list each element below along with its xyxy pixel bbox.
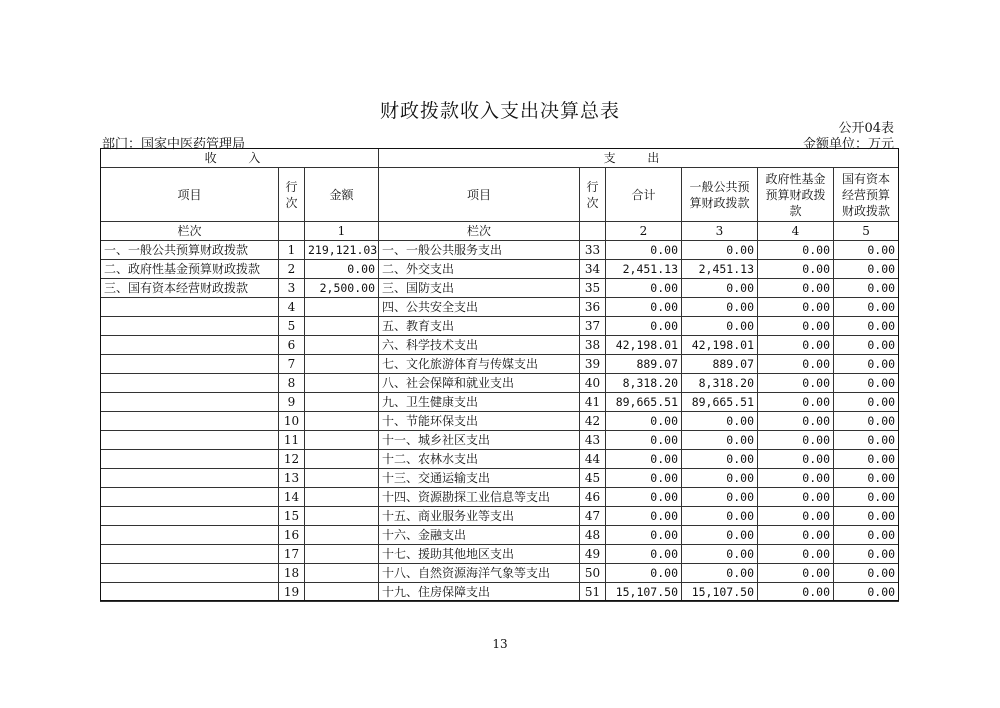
column-header-row: [101, 168, 899, 222]
general-budget-cell: 0.00: [682, 545, 758, 564]
income-item-cell: 一、一般公共预算财政拨款: [101, 241, 279, 260]
total-cell: 0.00: [606, 412, 682, 431]
income-item-cell: 二、政府性基金预算财政拨款: [101, 260, 279, 279]
form-code: 公开04表: [838, 121, 894, 136]
general-budget-cell: 0.00: [682, 564, 758, 583]
total-cell: 2,451.13: [606, 260, 682, 279]
table-row: [101, 583, 899, 602]
expense-item-cell: 九、卫生健康支出: [379, 393, 580, 412]
column-no-5: 5: [834, 222, 899, 241]
income-item-cell: [101, 298, 279, 317]
income-line-no-cell: 10: [279, 412, 305, 431]
table-row: [101, 450, 899, 469]
expense-line-no-cell: 33: [580, 241, 606, 260]
expense-item-cell: 五、教育支出: [379, 317, 580, 336]
income-item-cell: [101, 583, 279, 602]
table-row: [101, 526, 899, 545]
fund-budget-cell: 0.00: [758, 412, 834, 431]
income-amount-header: 金额: [305, 168, 379, 222]
total-cell: 15,107.50: [606, 583, 682, 602]
expense-line-no-cell: 36: [580, 298, 606, 317]
income-item-cell: 三、国有资本经营财政拨款: [101, 279, 279, 298]
fund-budget-cell: 0.00: [758, 260, 834, 279]
page-number: 13: [492, 637, 508, 651]
general-budget-cell: 0.00: [682, 241, 758, 260]
general-budget-cell: 8,318.20: [682, 374, 758, 393]
income-amount-cell: [305, 488, 379, 507]
income-line-no-cell: 19: [279, 583, 305, 602]
capital-budget-cell: 0.00: [834, 279, 899, 298]
expense-line-no-cell: 34: [580, 260, 606, 279]
expense-line-no-cell: 35: [580, 279, 606, 298]
income-amount-cell: [305, 374, 379, 393]
page-title: 财政拨款收入支出决算总表: [379, 100, 620, 122]
expense-item-cell: 十六、金融支出: [379, 526, 580, 545]
fund-budget-cell: 0.00: [758, 355, 834, 374]
expense-line-no-header: 行次: [580, 168, 606, 222]
capital-budget-cell: 0.00: [834, 431, 899, 450]
capital-budget-cell: 0.00: [834, 469, 899, 488]
income-amount-cell: [305, 469, 379, 488]
income-item-cell: [101, 336, 279, 355]
expense-item-cell: 三、国防支出: [379, 279, 580, 298]
capital-budget-cell: 0.00: [834, 545, 899, 564]
fund-budget-cell: 0.00: [758, 507, 834, 526]
income-item-cell: [101, 545, 279, 564]
income-amount-cell: [305, 298, 379, 317]
expense-section-header: 支 出: [379, 149, 899, 168]
total-cell: 889.07: [606, 355, 682, 374]
department-label: 部门：国家中医药管理局: [102, 137, 246, 152]
income-line-no-cell: 5: [279, 317, 305, 336]
expense-item-cell: 十、节能环保支出: [379, 412, 580, 431]
general-budget-cell: 0.00: [682, 526, 758, 545]
expense-item-cell: 十一、城乡社区支出: [379, 431, 580, 450]
expense-line-no-cell: 42: [580, 412, 606, 431]
income-amount-cell: 0.00: [305, 260, 379, 279]
expense-item-cell: 一、一般公共服务支出: [379, 241, 580, 260]
income-item-cell: [101, 526, 279, 545]
total-cell: 0.00: [606, 488, 682, 507]
expense-item-cell: 十五、商业服务业等支出: [379, 507, 580, 526]
total-cell: 0.00: [606, 545, 682, 564]
general-budget-cell: 0.00: [682, 450, 758, 469]
income-item-cell: [101, 412, 279, 431]
general-budget-cell: 89,665.51: [682, 393, 758, 412]
income-line-no-cell: 2: [279, 260, 305, 279]
total-cell: 0.00: [606, 526, 682, 545]
general-budget-cell: 0.00: [682, 412, 758, 431]
capital-budget-cell: 0.00: [834, 526, 899, 545]
expense-line-no-cell: 51: [580, 583, 606, 602]
income-line-no-cell: 15: [279, 507, 305, 526]
empty-cell: [279, 222, 305, 241]
income-item-cell: [101, 431, 279, 450]
table-row: [101, 374, 899, 393]
income-line-no-cell: 18: [279, 564, 305, 583]
capital-budget-cell: 0.00: [834, 355, 899, 374]
income-line-no-cell: 1: [279, 241, 305, 260]
income-line-no-cell: 9: [279, 393, 305, 412]
capital-budget-cell: 0.00: [834, 507, 899, 526]
expense-item-cell: 十七、援助其他地区支出: [379, 545, 580, 564]
capital-budget-cell: 0.00: [834, 336, 899, 355]
expense-item-cell: 二、外交支出: [379, 260, 580, 279]
table-row: [101, 488, 899, 507]
general-budget-cell: 0.00: [682, 507, 758, 526]
expense-item-header: 项目: [379, 168, 580, 222]
expense-line-no-cell: 38: [580, 336, 606, 355]
capital-budget-cell: 0.00: [834, 450, 899, 469]
capital-budget-cell: 0.00: [834, 488, 899, 507]
income-line-no-cell: 12: [279, 450, 305, 469]
income-item-header: 项目: [101, 168, 279, 222]
expense-line-no-cell: 43: [580, 431, 606, 450]
income-line-no-cell: 17: [279, 545, 305, 564]
column-no-2: 2: [606, 222, 682, 241]
general-budget-cell: 2,451.13: [682, 260, 758, 279]
column-no-4: 4: [758, 222, 834, 241]
income-line-no-cell: 16: [279, 526, 305, 545]
expense-line-no-cell: 45: [580, 469, 606, 488]
total-cell: 0.00: [606, 317, 682, 336]
column-no-3: 3: [682, 222, 758, 241]
capital-budget-cell: 0.00: [834, 412, 899, 431]
income-line-no-cell: 11: [279, 431, 305, 450]
capital-budget-cell: 0.00: [834, 583, 899, 602]
total-cell: 8,318.20: [606, 374, 682, 393]
fund-budget-cell: 0.00: [758, 241, 834, 260]
fund-budget-cell: 0.00: [758, 336, 834, 355]
expense-item-cell: 四、公共安全支出: [379, 298, 580, 317]
total-cell: 0.00: [606, 507, 682, 526]
total-cell: 0.00: [606, 564, 682, 583]
column-no-1: 1: [305, 222, 379, 241]
expense-item-cell: 十二、农林水支出: [379, 450, 580, 469]
income-amount-cell: 219,121.03: [305, 241, 379, 260]
expense-line-no-cell: 41: [580, 393, 606, 412]
table-row: [101, 355, 899, 374]
income-item-cell: [101, 564, 279, 583]
total-cell: 89,665.51: [606, 393, 682, 412]
capital-budget-cell: 0.00: [834, 564, 899, 583]
table-row: [101, 564, 899, 583]
income-line-no-cell: 8: [279, 374, 305, 393]
general-budget-cell: 0.00: [682, 488, 758, 507]
income-item-cell: [101, 374, 279, 393]
general-budget-cell: 0.00: [682, 279, 758, 298]
income-amount-cell: [305, 317, 379, 336]
budget-table: [100, 148, 899, 602]
income-item-cell: [101, 317, 279, 336]
table-row: [101, 279, 899, 298]
total-cell: 0.00: [606, 279, 682, 298]
expense-line-no-cell: 44: [580, 450, 606, 469]
expense-item-cell: 十八、自然资源海洋气象等支出: [379, 564, 580, 583]
capital-budget-cell: 0.00: [834, 241, 899, 260]
income-amount-cell: [305, 583, 379, 602]
total-cell: 0.00: [606, 431, 682, 450]
income-item-cell: [101, 393, 279, 412]
section-header-row: [101, 149, 899, 168]
empty-cell: [580, 222, 606, 241]
income-amount-cell: [305, 507, 379, 526]
general-budget-cell: 15,107.50: [682, 583, 758, 602]
fund-budget-cell: 0.00: [758, 583, 834, 602]
expense-item-cell: 十三、交通运输支出: [379, 469, 580, 488]
expense-line-no-cell: 39: [580, 355, 606, 374]
income-amount-cell: 2,500.00: [305, 279, 379, 298]
income-line-no-cell: 13: [279, 469, 305, 488]
capital-budget-header: 国有资本经营预算财政拨款: [834, 168, 899, 222]
income-amount-cell: [305, 431, 379, 450]
fund-budget-cell: 0.00: [758, 374, 834, 393]
fund-budget-cell: 0.00: [758, 298, 834, 317]
total-cell: 0.00: [606, 298, 682, 317]
expense-item-cell: 八、社会保障和就业支出: [379, 374, 580, 393]
expense-line-no-cell: 37: [580, 317, 606, 336]
column-number-row: [101, 222, 899, 241]
fund-budget-cell: 0.00: [758, 564, 834, 583]
expense-line-no-cell: 40: [580, 374, 606, 393]
expense-line-no-cell: 48: [580, 526, 606, 545]
income-amount-cell: [305, 355, 379, 374]
general-budget-cell: 0.00: [682, 469, 758, 488]
fund-budget-cell: 0.00: [758, 450, 834, 469]
table-row: [101, 469, 899, 488]
expense-item-cell: 七、文化旅游体育与传媒支出: [379, 355, 580, 374]
table-row: [101, 412, 899, 431]
expense-line-no-cell: 47: [580, 507, 606, 526]
income-line-no-cell: 7: [279, 355, 305, 374]
income-amount-cell: [305, 526, 379, 545]
fund-budget-cell: 0.00: [758, 393, 834, 412]
income-item-cell: [101, 469, 279, 488]
table-row: [101, 298, 899, 317]
general-budget-cell: 42,198.01: [682, 336, 758, 355]
capital-budget-cell: 0.00: [834, 374, 899, 393]
income-item-cell: [101, 488, 279, 507]
table-row: [101, 241, 899, 260]
expense-item-cell: 十九、住房保障支出: [379, 583, 580, 602]
income-item-cell: [101, 355, 279, 374]
income-line-no-cell: 3: [279, 279, 305, 298]
capital-budget-cell: 0.00: [834, 260, 899, 279]
table-row: [101, 545, 899, 564]
general-budget-header: 一般公共预算财政拨款: [682, 168, 758, 222]
general-budget-cell: 0.00: [682, 298, 758, 317]
total-cell: 0.00: [606, 469, 682, 488]
income-line-no-header: 行次: [279, 168, 305, 222]
table-row: [101, 260, 899, 279]
income-line-no-cell: 14: [279, 488, 305, 507]
general-budget-cell: 0.00: [682, 317, 758, 336]
expense-line-no-cell: 50: [580, 564, 606, 583]
table-row: [101, 317, 899, 336]
capital-budget-cell: 0.00: [834, 393, 899, 412]
table-row: [101, 507, 899, 526]
fund-budget-cell: 0.00: [758, 431, 834, 450]
capital-budget-cell: 0.00: [834, 317, 899, 336]
total-cell: 0.00: [606, 450, 682, 469]
total-header: 合计: [606, 168, 682, 222]
total-cell: 0.00: [606, 241, 682, 260]
fund-budget-cell: 0.00: [758, 469, 834, 488]
expense-line-no-cell: 49: [580, 545, 606, 564]
expense-column-no-label: 栏次: [379, 222, 580, 241]
income-section-header: 收 入: [101, 149, 379, 168]
income-item-cell: [101, 450, 279, 469]
unit-label: 金额单位：万元: [802, 137, 894, 152]
expense-item-cell: 十四、资源勘探工业信息等支出: [379, 488, 580, 507]
income-amount-cell: [305, 412, 379, 431]
fund-budget-cell: 0.00: [758, 545, 834, 564]
income-amount-cell: [305, 545, 379, 564]
fund-budget-cell: 0.00: [758, 317, 834, 336]
income-amount-cell: [305, 564, 379, 583]
income-amount-cell: [305, 393, 379, 412]
income-line-no-cell: 6: [279, 336, 305, 355]
expense-item-cell: 六、科学技术支出: [379, 336, 580, 355]
table-row: [101, 393, 899, 412]
income-amount-cell: [305, 450, 379, 469]
income-item-cell: [101, 507, 279, 526]
fund-budget-header: 政府性基金预算财政拨款: [758, 168, 834, 222]
total-cell: 42,198.01: [606, 336, 682, 355]
capital-budget-cell: 0.00: [834, 298, 899, 317]
income-amount-cell: [305, 336, 379, 355]
income-column-no-label: 栏次: [101, 222, 279, 241]
income-line-no-cell: 4: [279, 298, 305, 317]
fund-budget-cell: 0.00: [758, 526, 834, 545]
table-row: [101, 431, 899, 450]
general-budget-cell: 889.07: [682, 355, 758, 374]
general-budget-cell: 0.00: [682, 431, 758, 450]
expense-line-no-cell: 46: [580, 488, 606, 507]
fund-budget-cell: 0.00: [758, 488, 834, 507]
table-row: [101, 336, 899, 355]
fund-budget-cell: 0.00: [758, 279, 834, 298]
